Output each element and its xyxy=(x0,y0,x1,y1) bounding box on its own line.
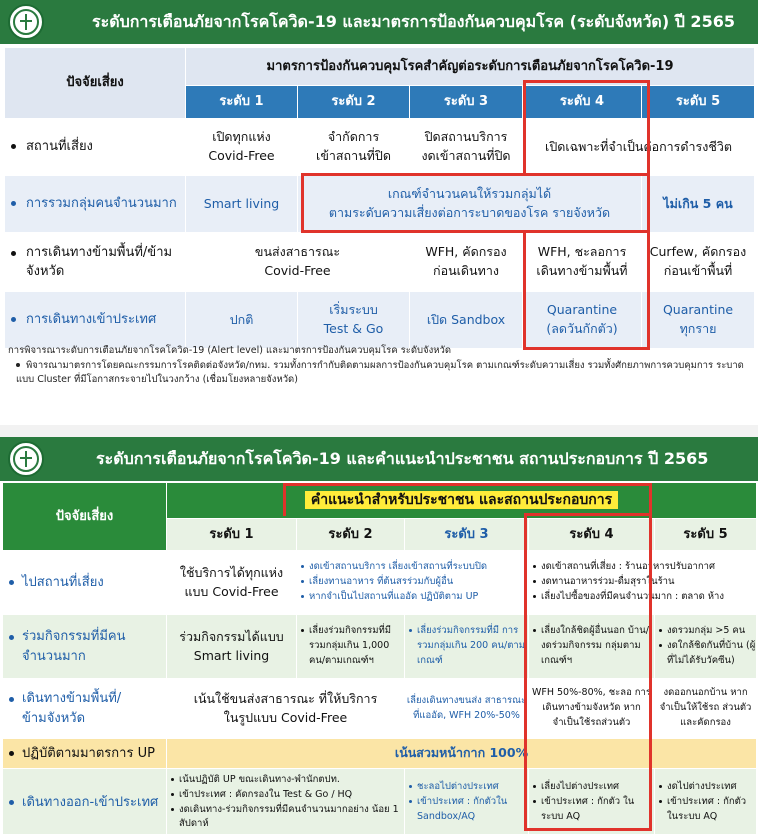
gathering-level-2-4: เกณฑ์จำนวนคนให้รวมกลุ่มได้ ตามระดับความเสี่ยงต่อการะบาดของโรค รายจังหวัด xyxy=(298,176,642,233)
activities-advice-item: งดรวมกลุ่ม >5 คน xyxy=(659,624,756,639)
outbound-level-4 xyxy=(529,769,655,834)
level-3-header: ระดับ 3 xyxy=(410,86,523,119)
venues-level-4-5: เปิดเฉพาะที่จำเป็นต่อการดำรงชีวิต xyxy=(523,119,755,176)
level-2-header: ระดับ 2 xyxy=(298,86,410,119)
activities-advice-item: งดใกล้ชิดกันที่บ้าน (ผู้ที่ไม่ได้รับวัคซีน) xyxy=(659,639,756,668)
outbound-advice-item: เน้นปฏิบัติ UP ขณะเดินทาง-พำนักตปท. xyxy=(171,773,404,788)
risk-factor-header: ปัจจัยเสี่ยง xyxy=(5,48,186,119)
travel-level-4: WFH, ชะลอการ เดินทางข้ามพื้นที่ xyxy=(523,233,642,292)
outbound-advice-item: เข้าประเทศ : กักตัว ใน ระบบ AQ xyxy=(533,795,654,824)
row-label-gathering: การรวมกลุ่มคนจำนวนมาก xyxy=(5,176,186,233)
venues-advice-item: งดเข้าสถานที่เสี่ยง : ร้านอาหารปรับอากาศ xyxy=(533,560,756,575)
entry-level-3: เปิด Sandbox xyxy=(410,292,523,349)
panel2-title-bar xyxy=(0,437,758,481)
outbound-advice-item: เข้าประเทศ : คัดกรองใน Test & Go / HQ xyxy=(171,788,404,803)
activities-level-3 xyxy=(405,615,529,679)
venues-level-3: ปิดสถานบริการ งดเข้าสถานที่ปิด xyxy=(410,119,523,176)
notes-section xyxy=(8,344,750,388)
outbound-advice-item: เข้าประเทศ : กักตัว ในระบบ AQ xyxy=(659,795,756,824)
venues-advice-item: เลี่ยงไปซื้อของที่มีคนจำนวนมาก : ตลาด ห้าง xyxy=(533,590,756,605)
outbound-advice-item: เข้าประเทศ : กักตัวใน Sandbox/AQ xyxy=(409,795,528,824)
outbound-level-5 xyxy=(655,769,757,834)
travel-level-1-2: เน้นใช้ขนส่งสาธารณะ ที่ให้บริการ ในรูปแบบ Covid-Free xyxy=(167,679,405,739)
activities-level-4 xyxy=(529,615,655,679)
outbound-advice-item: งดไปต่างประเทศ xyxy=(659,780,756,795)
venues-advice-item: งดทานอาหารร่วม-ดื่มสุราในร้าน xyxy=(533,575,756,590)
travel-level-3: เลี่ยงเดินทางขนส่ง สาธารณะที่แออัด, WFH 20%-50% xyxy=(405,679,529,739)
venues-level-4-5 xyxy=(529,551,757,615)
entry-level-1: ปกติ xyxy=(186,292,298,349)
level-2-header: ระดับ 2 xyxy=(297,519,405,551)
travel-level-5: Curfew, คัดกรอง ก่อนเข้าพื้นที่ xyxy=(642,233,755,292)
row-label-entry: การเดินทางเข้าประเทศ xyxy=(5,292,186,349)
row-label-outbound: เดินทางออก-เข้าประเทศ xyxy=(3,769,167,834)
panel-separator xyxy=(0,425,758,437)
note-title: การพิจารณาระดับการเตือนภัยจากโรคโควิด-19 (Alert level) และมาตรการป้องกันควบคุมโรค ระดับจังหวัด xyxy=(8,345,452,356)
travel-level-3: WFH, คัดกรอง ก่อนเดินทาง xyxy=(410,233,523,292)
ministry-logo-icon xyxy=(8,4,44,40)
measures-header: มาตรการป้องกันควบคุมโรคสำคัญต่อระดับการเตือนภัยจากโรคโควิด-19 xyxy=(186,48,755,86)
venues-advice-item: เลี่ยงทานอาหาร ที่ต้นสรร่วมกับผู้อื่น xyxy=(301,575,528,590)
entry-level-5: Quarantine ทุกราย xyxy=(642,292,755,349)
activities-advice-item: เลี่ยงร่วมกิจกรรมที่มี การรวมกลุ่มเกิน 200 คน/ตามเกณฑ์ xyxy=(409,624,528,668)
level-4-header: ระดับ 4 xyxy=(529,519,655,551)
row-label-activities: ร่วมกิจกรรมที่มีคน จำนวนมาก xyxy=(3,615,167,679)
level-1-header: ระดับ 1 xyxy=(186,86,298,119)
row-label-travel: เดินทางข้ามพื้นที่/ ข้ามจังหวัด xyxy=(3,679,167,739)
venues-advice-item: หากจำเป็นไปสถานที่แออัด ปฏิบัติตาม UP xyxy=(301,590,528,605)
entry-level-2: เริ่มระบบ Test & Go xyxy=(298,292,410,349)
advice-table xyxy=(2,482,757,834)
gathering-level-1: Smart living xyxy=(186,176,298,233)
risk-factor-header: ปัจจัยเสี่ยง xyxy=(3,483,167,551)
alert-advice-panel xyxy=(0,437,758,834)
activities-level-5 xyxy=(655,615,757,679)
outbound-advice-item: งดเดินทาง-ร่วมกิจกรรมที่มีคนจำนวนมากอย่าง น้อย 1 สัปดาห์ xyxy=(171,803,404,832)
level-5-header: ระดับ 5 xyxy=(655,519,757,551)
travel-level-5: งดออกนอกบ้าน หากจำเป็นให้ใช้รถ ส่วนตัว และคัดกรอง xyxy=(655,679,757,739)
gathering-level-5: ไม่เกิน 5 คน xyxy=(642,176,755,233)
row-label-venues: สถานที่เสี่ยง xyxy=(5,119,186,176)
panel2-title: ระดับการเตือนภัยจากโรคโควิด-19 และคำแนะนำประชาชน สถานประกอบการ ปี 2565 xyxy=(96,448,709,468)
row-label-venues: ไปสถานที่เสี่ยง xyxy=(3,551,167,615)
panel1-title: ระดับการเตือนภัยจากโรคโควิด-19 และมาตรการป้องกันควบคุมโรค (ระดับจังหวัด) ปี 2565 xyxy=(92,11,735,31)
travel-level-4: WFH 50%-80%, ชะลอ การเดินทางข้ามจังหวัด หากจำเป็นใช้รถส่วนตัว xyxy=(529,679,655,739)
entry-level-4: Quarantine (ลดวันกักตัว) xyxy=(523,292,642,349)
travel-level-1-2: ขนส่งสาธารณะ Covid-Free xyxy=(186,233,410,292)
ministry-logo-icon xyxy=(8,441,44,477)
up-all-levels: เน้นสวมหน้ากาก 100% xyxy=(167,739,757,769)
outbound-advice-item: เลี่ยงไปต่างประเทศ xyxy=(533,780,654,795)
venues-level-2-3 xyxy=(297,551,529,615)
activities-advice-item: เลี่ยงร่วมกิจกรรมที่มี รวมกลุ่มเกิน 1,000 คน/ตามเกณฑ์ฯ xyxy=(301,624,404,668)
row-label-up: ปฏิบัติตามมาตรการ UP xyxy=(3,739,167,769)
outbound-level-1-2 xyxy=(167,769,405,834)
panel1-title-bar xyxy=(0,0,758,44)
activities-advice-item: เลี่ยงใกล้ชิดผู้อื่นนอก บ้าน/งดร่วมกิจกรรม กลุ่มตามเกณฑ์ฯ xyxy=(533,624,654,668)
venues-level-2: จำกัดการ เข้าสถานที่ปิด xyxy=(298,119,410,176)
row-label-travel: การเดินทางข้ามพื้นที่/ข้าม จังหวัด xyxy=(5,233,186,292)
outbound-level-3 xyxy=(405,769,529,834)
note-body: พิจารณามาตรการโดยคณะกรรมการโรคติดต่อจังหวัด/กทม. รวมทั้งการกำกับติดตามผลการป้องกันควบคุมโรค ตามเกณฑ์ระดับความเสี่ยง รวมทั้งศักยภาพการควบคุมการ ระบาดแบบ Cluster ที่มีโอกาสกระจายไปในวงกว้าง (เชื่อมโยงหลายจังหวัด) xyxy=(16,359,744,386)
activities-level-2 xyxy=(297,615,405,679)
venues-advice-item: งดเข้าสถานบริการ เลี่ยงเข้าสถานที่ระบบปิด xyxy=(301,560,528,575)
venues-level-1: ใช้บริการได้ทุกแห่ง แบบ Covid-Free xyxy=(167,551,297,615)
level-5-header: ระดับ 5 xyxy=(642,86,755,119)
outbound-advice-item: ชะลอไปต่างประเทศ xyxy=(409,780,528,795)
advice-header: คำแนะนำสำหรับประชาชน และสถานประกอบการ xyxy=(167,483,757,519)
level-3-header: ระดับ 3 xyxy=(405,519,529,551)
level-4-header: ระดับ 4 xyxy=(523,86,642,119)
level-1-header: ระดับ 1 xyxy=(167,519,297,551)
venues-level-1: เปิดทุกแห่ง Covid-Free xyxy=(186,119,298,176)
activities-level-1: ร่วมกิจกรรมได้แบบ Smart living xyxy=(167,615,297,679)
measures-table xyxy=(4,47,755,349)
